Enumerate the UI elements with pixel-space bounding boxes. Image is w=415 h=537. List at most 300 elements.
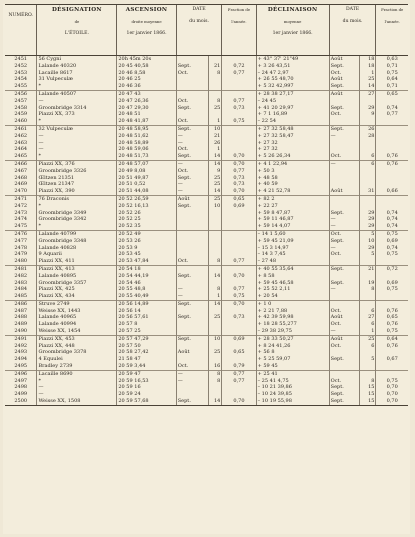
ra-day: 16 [208,363,222,370]
declination: + 59 11 46,87 [256,216,329,223]
ra-month: Oct. [176,168,208,175]
table-body [5,56,408,406]
ra-month: Sept. [176,398,208,405]
ra-year-fraction: 0,70 [222,300,256,307]
dec-year-fraction [376,168,408,175]
ra-day: 10 [208,203,222,210]
ra-day [208,238,222,245]
table-row [5,384,408,391]
ra-year-fraction: 0,65 [222,195,256,202]
dec-day: 5 [360,230,376,237]
star-designation: — [37,391,117,398]
header-numero: NUMÉRO. [5,5,37,56]
ra-month: Sept. [176,105,208,112]
dec-year-fraction [376,175,408,182]
right-ascension: 20 59 24 [117,391,176,398]
dec-month [329,195,360,202]
dec-year-fraction: 0,76 [376,308,408,315]
right-ascension: 20 48 41,87 [117,118,176,125]
dec-day: 19 [360,280,376,287]
dec-day [360,363,376,370]
dec-day: 6 [360,321,376,328]
table-row [5,293,408,300]
dec-year-fraction: 0,75 [376,230,408,237]
ra-year-fraction [222,343,256,350]
declination: – 10 19 55,98 [256,398,329,405]
star-designation: 9 Aquarii [37,251,117,258]
table-row [5,273,408,280]
ra-day: 14 [208,398,222,405]
dec-day: 29 [360,223,376,230]
ra-month [176,356,208,363]
declination: + 27 32 [256,140,329,147]
dec-month: Août [329,90,360,97]
star-designation: Œltzen 21351 [37,175,117,182]
dec-day: 9 [360,111,376,118]
row-number: 2483 [14,279,28,286]
declination: – 22 54 [256,118,329,125]
ra-year-fraction: 0,77 [222,378,256,385]
star-designation: Groombridge 3378 [37,349,117,356]
declination: + 25 41 [256,370,329,377]
right-ascension: 20 48 58,89 [117,140,176,147]
star-designation: * [37,223,117,230]
table-row [5,203,408,210]
dec-year-fraction: 0,74 [376,245,408,252]
table-row [5,98,408,105]
catalogue-page [3,4,410,534]
declination: + 3 26 43,51 [256,63,329,70]
dec-month: Août [329,335,360,342]
ra-day: 8 [208,98,222,105]
ra-year-fraction [222,216,256,223]
dec-day: 27 [360,314,376,321]
ra-day: 14 [208,273,222,280]
star-designation: Weisse XX, 1508 [37,398,117,405]
table-row [5,160,408,167]
table-row [5,181,408,188]
star-designation: Weisse XX, 1454 [37,328,117,335]
declination: + 1 0 [256,300,329,307]
dec-month [329,98,360,105]
dec-month: — [329,245,360,252]
dec-year-fraction [376,146,408,153]
right-ascension: 20 57 25 [117,328,176,335]
star-designation: Groombridge 3357 [37,280,117,287]
ra-year-fraction: 0,73 [222,105,256,112]
ra-year-fraction: 0,70 [222,160,256,167]
ra-day: 25 [208,175,222,182]
ra-day: 25 [208,314,222,321]
declination: + 4 1 22,94 [256,160,329,167]
row-number: 2471 [5,195,37,202]
ra-year-fraction [222,140,256,147]
row-number: 2478 [14,244,28,251]
star-designation: — [37,140,117,147]
right-ascension: 20 52 25 [117,216,176,223]
dec-day: 8 [360,286,376,293]
dec-day: 5 [360,251,376,258]
right-ascension: 20 56 14,89 [117,300,176,307]
right-ascension: 20 51 44,08 [117,188,176,195]
row-number: 2461 [5,125,37,132]
star-designation: Groombridge 3314 [37,105,117,112]
star-designation: Groombridge 3342 [37,216,117,223]
dec-day: 18 [360,56,376,63]
dec-day: 29 [360,105,376,112]
dec-year-fraction: 0,76 [376,321,408,328]
dec-month: Sept. [329,210,360,217]
ra-year-fraction: 0,69 [222,335,256,342]
declination: + 2 21 7,88 [256,308,329,315]
dec-day: 29 [360,216,376,223]
ra-day [208,265,222,272]
dec-month: — [329,286,360,293]
dec-year-fraction [376,300,408,307]
ra-month [176,210,208,217]
star-designation: Piazzi XX, 425 [37,286,117,293]
ra-month: Sept. [176,125,208,132]
ra-year-fraction [222,223,256,230]
dec-year-fraction [376,140,408,147]
dec-year-fraction: 0,75 [376,378,408,385]
ra-year-fraction [222,356,256,363]
dec-month [329,118,360,125]
table-row [5,238,408,245]
right-ascension: 20h 45m 20s [117,56,176,63]
right-ascension: 20 48 57,07 [117,160,176,167]
right-ascension: 20 53 47,84 [117,258,176,265]
dec-day [360,203,376,210]
row-number: 2481 [5,265,37,272]
dec-year-fraction: 0,67 [376,356,408,363]
dec-year-fraction: 0,70 [376,391,408,398]
right-ascension: 20 57 8 [117,321,176,328]
dec-month: Août [329,56,360,63]
table-row [5,83,408,90]
right-ascension: 20 48 59,06 [117,146,176,153]
table-row [5,216,408,223]
table-row [5,70,408,77]
dec-day: 15 [360,391,376,398]
ra-month [176,76,208,83]
star-designation: — [37,146,117,153]
dec-day: 18 [360,63,376,70]
dec-day: 27 [360,90,376,97]
star-designation: Piazzi XX, 373 [37,111,117,118]
dec-year-fraction: 0,76 [376,160,408,167]
ra-day: 21 [208,133,222,140]
dec-month [329,349,360,356]
row-number: 2477 [14,237,28,244]
star-designation: * [37,378,117,385]
dec-month: Sept. [329,83,360,90]
ra-month: — [176,188,208,195]
ra-month: Août [176,195,208,202]
ra-year-fraction [222,125,256,132]
ra-month: Oct. [176,118,208,125]
header-declinaison: DÉCLINAISON moyenne 1er janvier 1866. [256,5,329,56]
declination: + 48 58 [256,175,329,182]
declination: – 29 38 29,75 [256,328,329,335]
ra-month [176,111,208,118]
dec-day: 6 [360,343,376,350]
ra-year-fraction: 0,70 [222,153,256,160]
right-ascension: 20 53 45 [117,251,176,258]
row-number: 2452 [14,62,28,69]
ra-month [176,265,208,272]
dec-month: Oct. [329,251,360,258]
star-designation: Lalande 40994 [37,321,117,328]
dec-month: — [329,328,360,335]
declination: – 27 48 [256,258,329,265]
star-designation: Bradley 2739 [37,363,117,370]
star-designation: Groombridge 3326 [37,168,117,175]
dec-year-fraction: 0,75 [376,70,408,77]
dec-year-fraction [376,349,408,356]
ra-year-fraction [222,83,256,90]
dec-year-fraction: 0,71 [376,63,408,70]
declination: + 27 32 58,47 [256,133,329,140]
right-ascension: 20 59 16,53 [117,378,176,385]
dec-year-fraction: 0,74 [376,216,408,223]
declination: + 59 8 47,87 [256,210,329,217]
declination: + 27 32 58,48 [256,125,329,132]
header-ascension: ASCENSION droite moyenne 1er janvier 1866. [117,5,176,56]
dec-month: Oct. [329,230,360,237]
dec-day: 6 [360,308,376,315]
dec-year-fraction [376,133,408,140]
dec-month [329,140,360,147]
dec-month [329,293,360,300]
ra-year-fraction: 0,73 [222,314,256,321]
ra-month [176,230,208,237]
declination: – 15 3 14,97 [256,245,329,252]
row-number: 2482 [14,272,28,279]
dec-month [329,258,360,265]
dec-year-fraction: 0,64 [376,76,408,83]
dec-month [329,203,360,210]
star-designation: Piazzi XX, 411 [37,258,117,265]
ra-day [208,280,222,287]
ra-year-fraction: 0,77 [222,286,256,293]
star-designation: 4 Equulei [37,356,117,363]
right-ascension: 20 54 18 [117,265,176,272]
ra-year-fraction [222,210,256,217]
right-ascension: 20 55 48,8 [117,286,176,293]
ra-year-fraction: 0,70 [222,273,256,280]
right-ascension: 20 54 46 [117,280,176,287]
row-number: 2465 [14,153,28,160]
right-ascension: 20 59 16 [117,384,176,391]
dec-month: Août [329,76,360,83]
row-number: 2475 [14,223,28,230]
table-row [5,280,408,287]
dec-day: 14 [360,83,376,90]
dec-month [329,363,360,370]
star-designation: — [37,98,117,105]
dec-day: 31 [360,188,376,195]
table-row [5,251,408,258]
ra-year-fraction [222,90,256,97]
dec-day [360,181,376,188]
dec-month: Oct. [329,111,360,118]
table-row [5,245,408,252]
declination: – 25 41 4,75 [256,378,329,385]
star-designation: Piazzi XX, 413 [37,265,117,272]
ra-day: 8 [208,70,222,77]
dec-year-fraction: 0,66 [376,188,408,195]
ra-day [208,245,222,252]
dec-year-fraction [376,125,408,132]
right-ascension: 20 45 40,58 [117,63,176,70]
ra-day [208,391,222,398]
dec-day: 10 [360,238,376,245]
ra-year-fraction [222,238,256,245]
right-ascension: 20 56 57,61 [117,314,176,321]
ra-month: — [176,378,208,385]
ra-month: Oct. [176,258,208,265]
row-number: 2494 [14,356,28,363]
dec-day: 28 [360,133,376,140]
dec-day [360,300,376,307]
table-row [5,356,408,363]
ra-year-fraction: 0,75 [222,293,256,300]
dec-year-fraction [376,293,408,300]
dec-year-fraction: 0,76 [376,343,408,350]
ra-year-fraction: 0,77 [222,258,256,265]
ra-year-fraction [222,230,256,237]
ra-day [208,308,222,315]
table-row [5,370,408,377]
table-row [5,223,408,230]
declination: + 59 14 4,07 [256,223,329,230]
declination: – 24 47 2,97 [256,70,329,77]
table-row [5,175,408,182]
table-header [5,5,408,56]
dec-month: Sept. [329,63,360,70]
ra-year-fraction [222,111,256,118]
ra-day: 10 [208,335,222,342]
row-number: 2485 [14,293,28,300]
declination: + 82 2 [256,195,329,202]
ra-month: Oct. [176,98,208,105]
dec-month [329,146,360,153]
ra-month [176,238,208,245]
ra-month [176,216,208,223]
right-ascension: 20 51 49,87 [117,175,176,182]
ra-month: — [176,181,208,188]
dec-month: Sept. [329,125,360,132]
row-number: 2479 [14,251,28,258]
dec-day [360,349,376,356]
ra-year-fraction [222,328,256,335]
dec-day [360,258,376,265]
ra-day: 8 [208,370,222,377]
row-number: 2476 [5,230,37,237]
dec-month [329,300,360,307]
ra-year-fraction: 0,75 [222,118,256,125]
dec-month: — [329,133,360,140]
declination: – 10 21 39,86 [256,384,329,391]
star-designation: Piazzi XX, 376 [37,160,117,167]
star-designation: Lalande 40799 [37,230,117,237]
dec-month [329,370,360,377]
table-row [5,314,408,321]
right-ascension: 20 52 49 [117,230,176,237]
right-ascension: 20 48 51,62 [117,133,176,140]
dec-day [360,293,376,300]
dec-year-fraction: 0,71 [376,83,408,90]
header-fraction-ra: Fraction de l'année. [222,5,256,56]
table-row [5,286,408,293]
row-number: 2466 [5,160,37,167]
ra-year-fraction [222,56,256,63]
row-number: 2473 [14,209,28,216]
ra-day [208,230,222,237]
star-designation: * [37,203,117,210]
row-number: 2489 [14,321,28,328]
table-row [5,153,408,160]
dec-year-fraction: 0,64 [376,335,408,342]
dec-month: Août [329,188,360,195]
row-number: 2458 [14,104,28,111]
declination: + 56 8 [256,349,329,356]
star-designation: — [37,384,117,391]
dec-month: Oct. [329,308,360,315]
ra-day: 14 [208,300,222,307]
ra-day [208,210,222,217]
dec-year-fraction [376,363,408,370]
declination: – 24 45 [256,98,329,105]
star-designation: Lacaille 8690 [37,370,117,377]
ra-year-fraction: 0,73 [222,181,256,188]
row-number: 2490 [14,328,28,335]
row-number: 2495 [14,363,28,370]
ra-day: 25 [208,105,222,112]
row-number: 2500 [5,398,37,405]
ra-day [208,343,222,350]
declination: – 14 3 7,45 [256,251,329,258]
declination: + 26 55 48,70 [256,76,329,83]
right-ascension: 21 58 47 [117,356,176,363]
table-row [5,328,408,335]
ra-year-fraction [222,133,256,140]
right-ascension: 20 54 44,19 [117,273,176,280]
dec-day: 8 [360,378,376,385]
star-designation: 32 Vulpeculæ [37,125,117,132]
ra-day: 14 [208,188,222,195]
right-ascension: 20 51 0,52 [117,181,176,188]
dec-day: 5 [360,356,376,363]
star-designation: Lalande 40320 [37,63,117,70]
dec-day: 1 [360,70,376,77]
ra-day: 21 [208,63,222,70]
ra-day: 25 [208,349,222,356]
declination: + 43° 37' 21"49 [256,56,329,63]
right-ascension: 20 57 50 [117,343,176,350]
ra-month: Oct. [176,363,208,370]
ra-day: 8 [208,378,222,385]
dec-year-fraction: 0,69 [376,280,408,287]
right-ascension: 20 47 29,30 [117,105,176,112]
ra-day: 9 [208,168,222,175]
dec-month: Sept. [329,398,360,405]
dec-year-fraction: 0,72 [376,265,408,272]
right-ascension: 20 59 47 [117,370,176,377]
ra-year-fraction: 0,70 [222,188,256,195]
star-designation: * [37,83,117,90]
